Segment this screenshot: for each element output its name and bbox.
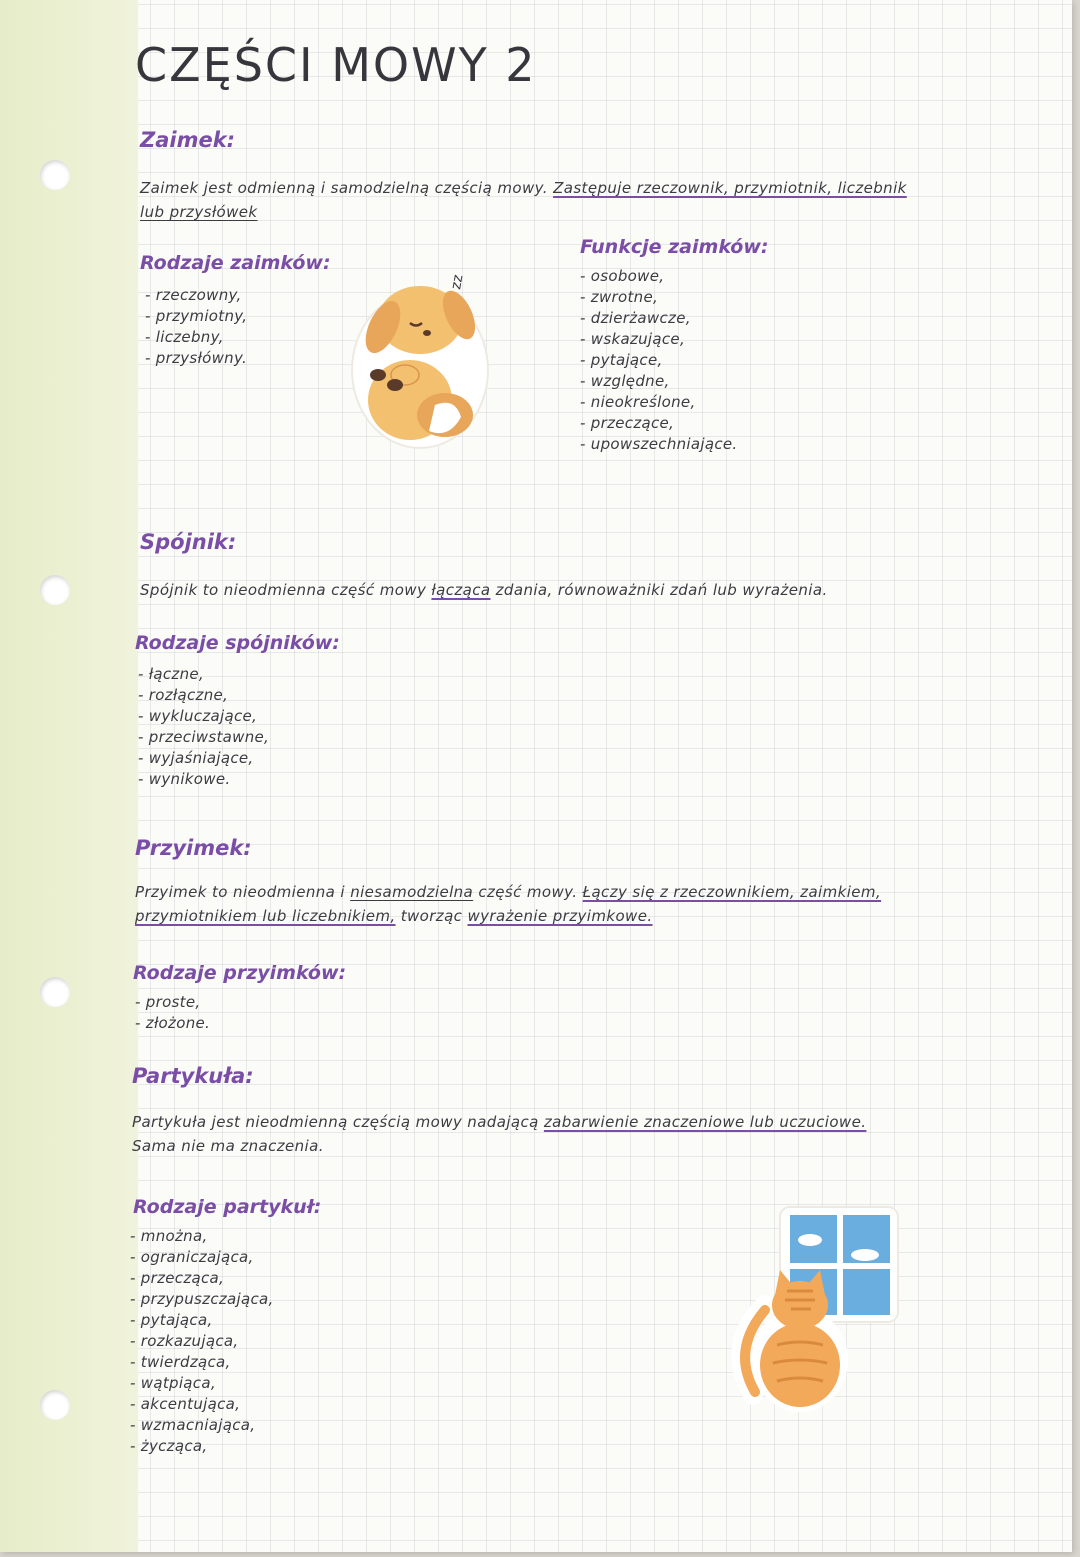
partykula-def-underlined: zabarwienie znaczeniowe lub uczuciowe. — [543, 1113, 867, 1131]
dog-zz-text: zz — [448, 273, 467, 291]
przyimek-def-underlined-2: Łączy się z rzeczownikiem, zaimkiem, — [582, 883, 882, 901]
list-item: - nieokreślone, — [580, 392, 738, 413]
spojnik-def-1: Spójnik to nieodmienna część mowy — [140, 581, 427, 599]
list-item: - wykluczające, — [138, 706, 269, 727]
zaimek-functions-list — [580, 266, 738, 455]
partykula-definition — [132, 1110, 982, 1158]
list-item: - przysłówny. — [145, 348, 247, 369]
list-item: - wzmacniająca, — [130, 1415, 274, 1436]
spojnik-def-underlined: łącząca — [431, 581, 491, 599]
przyimek-def-underlined-4: wyrażenie przyimkowe. — [467, 907, 653, 925]
zaimek-def-underlined-2: lub przysłówek — [140, 203, 258, 221]
cat-window-sticker — [725, 1205, 900, 1415]
spojnik-types-heading: Rodzaje spójników: — [135, 632, 340, 654]
przyimek-definition — [135, 880, 985, 928]
page-title: CZĘŚCI MOWY 2 — [135, 38, 537, 92]
list-item: - dzierżawcze, — [580, 308, 738, 329]
list-item: - łączne, — [138, 664, 269, 685]
margin-strip — [0, 0, 138, 1552]
zaimek-functions-heading: Funkcje zaimków: — [580, 236, 769, 258]
binder-hole — [40, 1390, 70, 1420]
przyimek-def-1: Przyimek to nieodmienna i — [135, 883, 346, 901]
zaimek-heading: Zaimek: — [140, 128, 236, 152]
spojnik-def-2: zdania, równoważniki zdań lub wyrażenia. — [495, 581, 828, 599]
list-item: - pytające, — [580, 350, 738, 371]
list-item: - przeciwstawne, — [138, 727, 269, 748]
spojnik-heading: Spójnik: — [140, 530, 237, 554]
partykula-types-heading: Rodzaje partykuł: — [133, 1196, 322, 1218]
przyimek-def-2: część mowy. — [478, 883, 578, 901]
list-item: - przeczące, — [580, 413, 738, 434]
binder-hole — [40, 977, 70, 1007]
list-item: - złożone. — [135, 1013, 210, 1034]
list-item: - proste, — [135, 992, 210, 1013]
przyimek-types-heading: Rodzaje przyimków: — [133, 962, 347, 984]
list-item: - wskazujące, — [580, 329, 738, 350]
list-item: - rzeczowny, — [145, 285, 247, 306]
list-item: - osobowe, — [580, 266, 738, 287]
partykula-def-1: Partykuła jest nieodmienną częścią mowy nadającą — [132, 1113, 539, 1131]
przyimek-def-underlined-3: przymiotnikiem lub liczebnikiem, — [135, 907, 396, 925]
list-item: - przecząca, — [130, 1268, 274, 1289]
binder-hole — [40, 575, 70, 605]
sleeping-dog-sticker — [335, 255, 515, 455]
zaimek-types-list — [145, 285, 247, 369]
przyimek-def-underlined-1: niesamodzielna — [350, 883, 474, 901]
list-item: - twierdząca, — [130, 1352, 274, 1373]
list-item: - wyjaśniające, — [138, 748, 269, 769]
list-item: - mnożna, — [130, 1226, 274, 1247]
partykula-heading: Partykuła: — [132, 1064, 254, 1088]
partykula-types-list — [130, 1226, 274, 1457]
list-item: - przypuszczająca, — [130, 1289, 274, 1310]
list-item: - wynikowe. — [138, 769, 269, 790]
przyimek-heading: Przyimek: — [135, 836, 252, 860]
list-item: - wątpiąca, — [130, 1373, 274, 1394]
list-item: - zwrotne, — [580, 287, 738, 308]
list-item: - akcentująca, — [130, 1394, 274, 1415]
list-item: - życząca, — [130, 1436, 274, 1457]
zaimek-types-heading: Rodzaje zaimków: — [140, 252, 331, 274]
spojnik-definition — [140, 578, 990, 602]
list-item: - rozłączne, — [138, 685, 269, 706]
zaimek-def-underlined-1: Zastępuje rzeczownik, przymiotnik, liczebnik — [553, 179, 907, 197]
list-item: - rozkazująca, — [130, 1331, 274, 1352]
list-item: - przymiotny, — [145, 306, 247, 327]
przyimek-types-list — [135, 992, 210, 1034]
list-item: - ograniczająca, — [130, 1247, 274, 1268]
binder-hole — [40, 160, 70, 190]
list-item: - upowszechniające. — [580, 434, 738, 455]
zaimek-def-plain: Zaimek jest odmienną i samodzielną częścią mowy. — [140, 179, 548, 197]
spojnik-types-list — [138, 664, 269, 790]
list-item: - liczebny, — [145, 327, 247, 348]
zaimek-definition — [140, 176, 970, 224]
list-item: - pytająca, — [130, 1310, 274, 1331]
przyimek-def-3: tworząc — [400, 907, 463, 925]
list-item: - względne, — [580, 371, 738, 392]
partykula-def-2: Sama nie ma znaczenia. — [132, 1137, 324, 1155]
